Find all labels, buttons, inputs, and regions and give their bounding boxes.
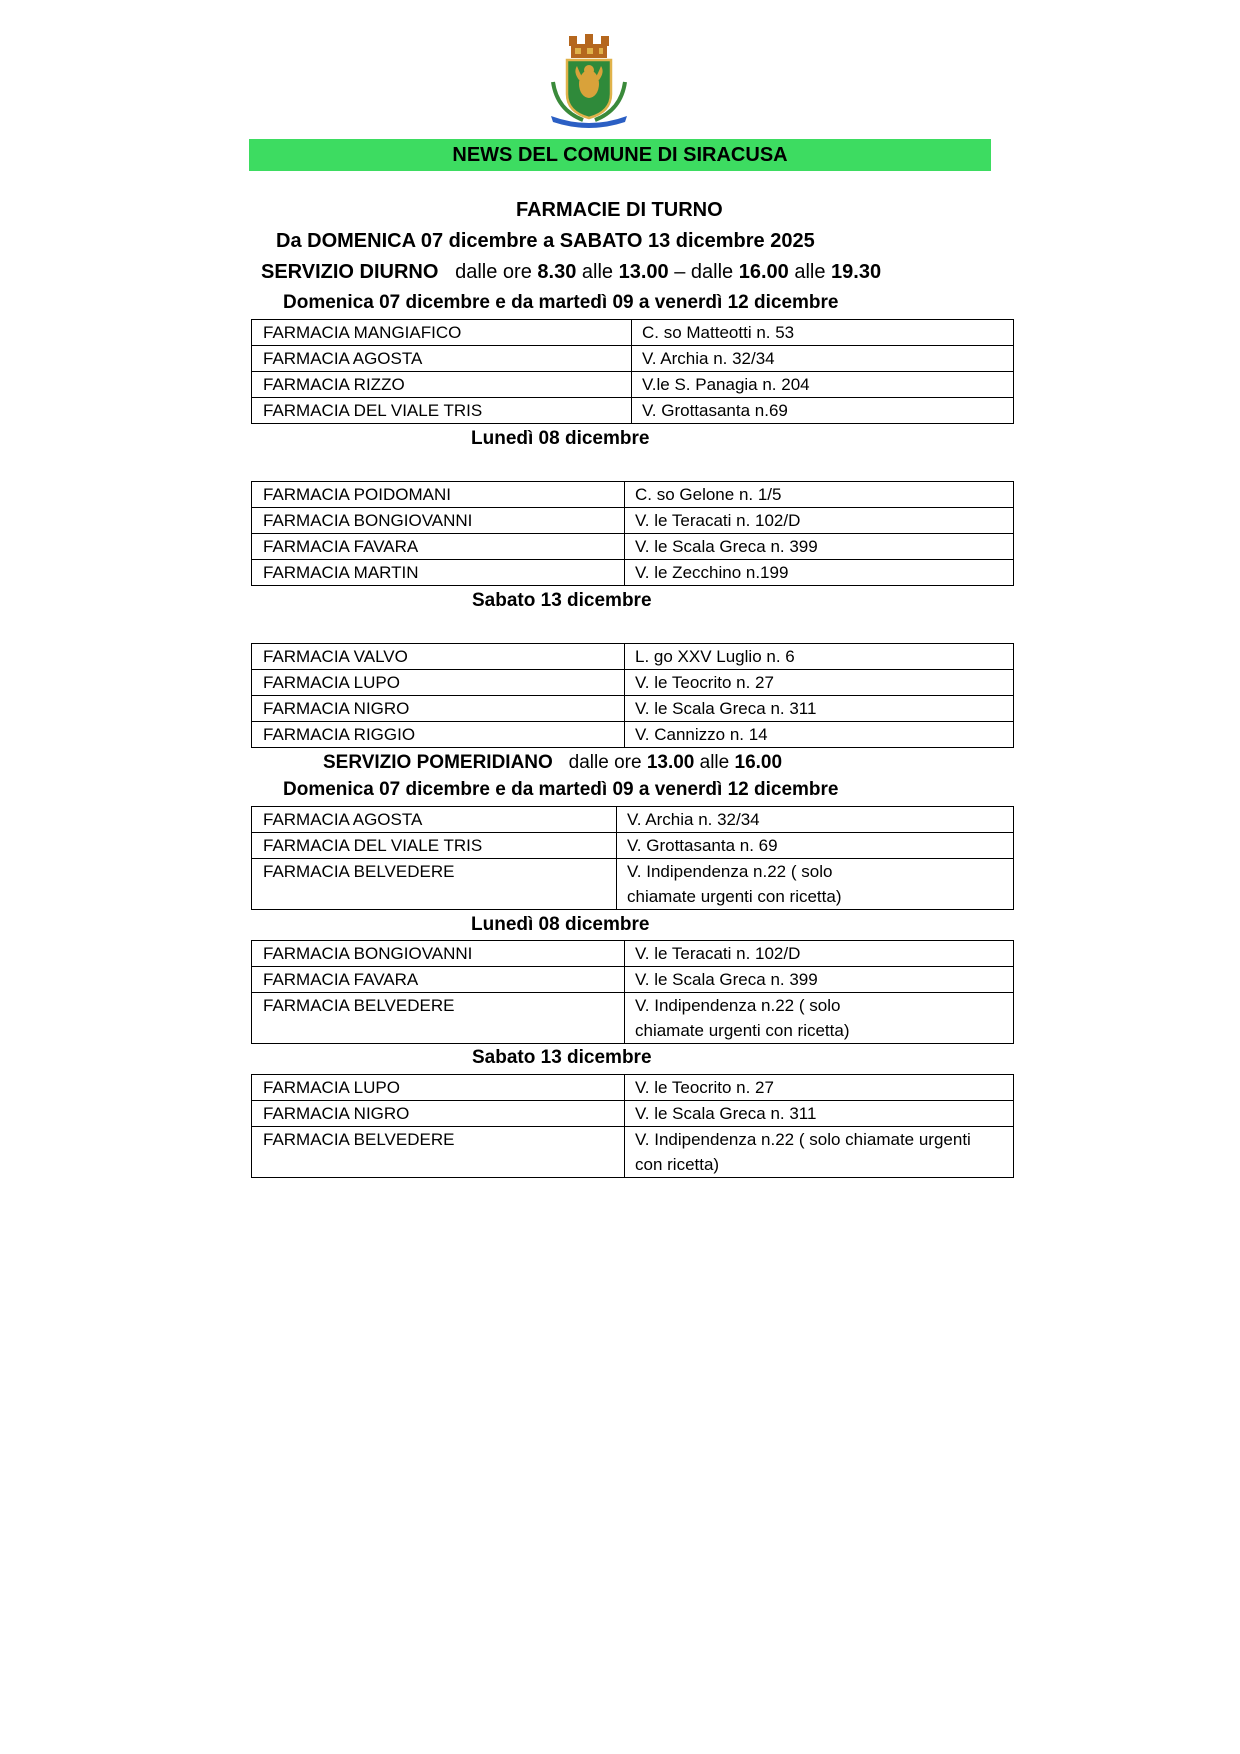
- pharmacy-name: FARMACIA RIGGIO: [252, 722, 625, 748]
- table-row: [252, 644, 1014, 670]
- banner-title: NEWS DEL COMUNE DI SIRACUSA: [452, 144, 788, 166]
- table-row: [252, 346, 1014, 372]
- section-heading: Lunedì 08 dicembre: [471, 428, 650, 449]
- pharmacy-name: FARMACIA POIDOMANI: [252, 482, 625, 508]
- table-row: [252, 534, 1014, 560]
- pharmacy-name: FARMACIA BONGIOVANNI: [252, 941, 625, 967]
- pharmacy-address: V. Cannizzo n. 14: [625, 722, 1014, 748]
- pharmacy-table: [251, 940, 1014, 1044]
- pharmacy-name: FARMACIA BONGIOVANNI: [252, 508, 625, 534]
- pharmacy-table: [251, 319, 1014, 424]
- pharmacy-name: FARMACIA VALVO: [252, 644, 625, 670]
- period-heading: Da DOMENICA 07 dicembre a SABATO 13 dicembre 2025: [276, 230, 815, 252]
- table-row: [252, 670, 1014, 696]
- table-row: [252, 1075, 1014, 1101]
- pharmacy-table: [251, 643, 1014, 748]
- pharmacy-name: FARMACIA MARTIN: [252, 560, 625, 586]
- pharmacy-address: V. Grottasanta n.69: [632, 398, 1014, 424]
- pharmacy-address: V. le Scala Greca n. 311: [625, 1101, 1014, 1127]
- section-heading: Domenica 07 dicembre e da martedì 09 a venerdì 12 dicembre: [283, 292, 839, 313]
- pharmacy-address: V. le Scala Greca n. 311: [625, 696, 1014, 722]
- section-heading: Sabato 13 dicembre: [472, 1047, 652, 1068]
- text: alle: [576, 261, 619, 283]
- diurno-label: SERVIZIO DIURNO: [261, 261, 439, 283]
- table-row: [252, 508, 1014, 534]
- comune-crest-icon: [543, 32, 635, 128]
- table-row: [252, 1127, 1014, 1178]
- pharmacy-name: FARMACIA AGOSTA: [252, 346, 632, 372]
- pharmacy-address: V. Indipendenza n.22 ( solo chiamate urgenti con ricetta): [625, 1127, 1014, 1178]
- text: 13.00: [618, 261, 669, 283]
- pharmacy-address: V. Indipendenza n.22 ( solo chiamate urgenti con ricetta): [617, 859, 1014, 910]
- table-row: [252, 807, 1014, 833]
- pomeridiano-hours-heading: [323, 752, 782, 774]
- pharmacy-table: [251, 806, 1014, 910]
- table-row: [252, 859, 1014, 910]
- table-row: [252, 1101, 1014, 1127]
- pharmacy-address: V. Grottasanta n. 69: [617, 833, 1014, 859]
- page-title: FARMACIE DI TURNO: [516, 199, 723, 221]
- pomeridiano-label: SERVIZIO POMERIDIANO: [323, 752, 553, 773]
- pharmacy-name: FARMACIA AGOSTA: [252, 807, 617, 833]
- pharmacy-name: FARMACIA FAVARA: [252, 534, 625, 560]
- pharmacy-name: FARMACIA RIZZO: [252, 372, 632, 398]
- pharmacy-address: L. go XXV Luglio n. 6: [625, 644, 1014, 670]
- table-row: [252, 696, 1014, 722]
- pharmacy-address: V. le Scala Greca n. 399: [625, 967, 1014, 993]
- pharmacy-name: FARMACIA BELVEDERE: [252, 1127, 625, 1178]
- pharmacy-address: V. le Teocrito n. 27: [625, 1075, 1014, 1101]
- pharmacy-address: V. le Teracati n. 102/D: [625, 941, 1014, 967]
- pharmacy-address: V. Archia n. 32/34: [617, 807, 1014, 833]
- pharmacy-name: FARMACIA LUPO: [252, 1075, 625, 1101]
- pharmacy-address: V. le Teocrito n. 27: [625, 670, 1014, 696]
- table-row: [252, 482, 1014, 508]
- pharmacy-name: FARMACIA DEL VIALE TRIS: [252, 833, 617, 859]
- table-row: [252, 560, 1014, 586]
- text: – dalle: [668, 261, 739, 283]
- table-row: [252, 941, 1014, 967]
- table-row: [252, 320, 1014, 346]
- pharmacy-address: V. Archia n. 32/34: [632, 346, 1014, 372]
- table-row: [252, 398, 1014, 424]
- pharmacy-name: FARMACIA LUPO: [252, 670, 625, 696]
- table-row: [252, 967, 1014, 993]
- pharmacy-table: [251, 1074, 1014, 1178]
- pharmacy-address: V. le Teracati n. 102/D: [625, 508, 1014, 534]
- pharmacy-name: FARMACIA BELVEDERE: [252, 859, 617, 910]
- text: 16.00: [738, 261, 789, 283]
- text: dalle ore: [568, 752, 647, 773]
- pharmacy-address: C. so Gelone n. 1/5: [625, 482, 1014, 508]
- pharmacy-name: FARMACIA DEL VIALE TRIS: [252, 398, 632, 424]
- pharmacy-address: V. le Scala Greca n. 399: [625, 534, 1014, 560]
- section-heading: Lunedì 08 dicembre: [471, 914, 650, 935]
- pharmacy-name: FARMACIA FAVARA: [252, 967, 625, 993]
- pharmacy-name: FARMACIA BELVEDERE: [252, 993, 625, 1044]
- pharmacy-address: V.le S. Panagia n. 204: [632, 372, 1014, 398]
- text: dalle ore: [455, 261, 538, 283]
- diurno-hours-heading: [261, 261, 881, 284]
- pharmacy-address: V. Indipendenza n.22 ( solo chiamate urgenti con ricetta): [625, 993, 1014, 1044]
- text: 8.30: [537, 261, 577, 283]
- section-heading: Domenica 07 dicembre e da martedì 09 a venerdì 12 dicembre: [283, 779, 839, 800]
- text: 13.00: [646, 752, 695, 773]
- table-row: [252, 722, 1014, 748]
- section-heading: Sabato 13 dicembre: [472, 590, 652, 611]
- text: 16.00: [734, 752, 783, 773]
- table-row: [252, 833, 1014, 859]
- pharmacy-table: [251, 481, 1014, 586]
- pharmacy-name: FARMACIA NIGRO: [252, 1101, 625, 1127]
- pharmacy-address: V. le Zecchino n.199: [625, 560, 1014, 586]
- text: alle: [694, 752, 735, 773]
- table-row: [252, 372, 1014, 398]
- text: alle: [788, 261, 832, 283]
- pharmacy-address: C. so Matteotti n. 53: [632, 320, 1014, 346]
- pharmacy-name: FARMACIA NIGRO: [252, 696, 625, 722]
- table-row: [252, 993, 1014, 1044]
- text: 19.30: [831, 261, 882, 283]
- pharmacy-name: FARMACIA MANGIAFICO: [252, 320, 632, 346]
